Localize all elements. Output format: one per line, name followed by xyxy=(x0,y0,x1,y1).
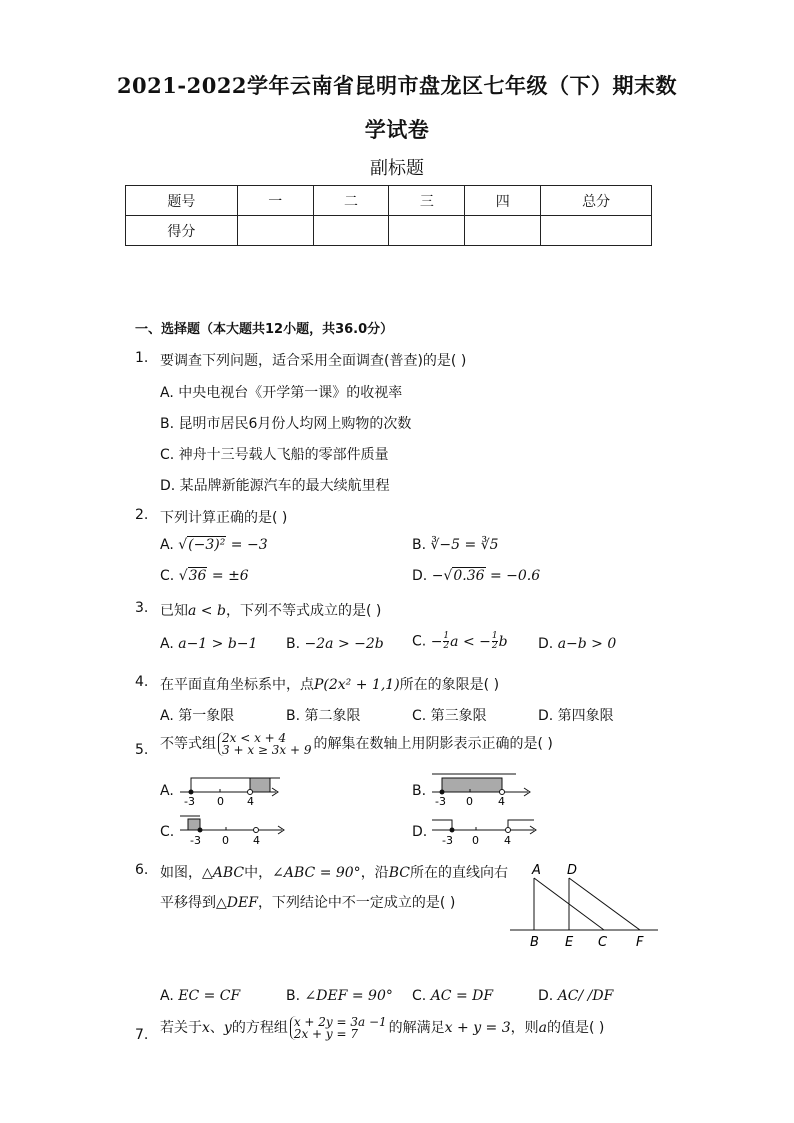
stem-text: 不等式组 xyxy=(160,736,216,752)
tick-label: -3 xyxy=(442,834,453,847)
q4-number: 4. xyxy=(135,674,149,690)
expr-rest: = −3 xyxy=(226,537,268,553)
inequality-system xyxy=(218,732,312,756)
expr-eq: = xyxy=(460,537,481,553)
tick-label: -3 xyxy=(184,795,195,808)
q4-option-a: A. 第一象限 xyxy=(160,708,235,724)
q6-triangle-figure xyxy=(508,858,664,950)
q6-option-a xyxy=(160,988,240,1004)
score-table-header-row xyxy=(126,186,652,216)
q2-number: 2. xyxy=(135,507,149,523)
q1-stem: 要调查下列问题，适合采用全面调查(普查)的是( ) xyxy=(160,353,467,369)
stem-text: 平移得到 xyxy=(160,895,216,911)
option-expr: ∠DEF = 90° xyxy=(304,988,393,1004)
score-row-label: 得分 xyxy=(126,216,238,246)
stem-text: ，则 xyxy=(510,1020,539,1036)
option-expr: EC = CF xyxy=(178,988,241,1004)
expr-part: a < − xyxy=(450,633,491,650)
stem-math: BC xyxy=(388,865,410,881)
system-line: 2x < x + 4 xyxy=(222,731,287,745)
stem-math: P(2x² + 1,1) xyxy=(314,677,400,693)
q3-option-d xyxy=(538,636,616,652)
option-expr: −2a > −2b xyxy=(304,636,384,652)
stem-text: ，下列结论中不一定成立的是( ) xyxy=(257,895,456,911)
score-header-cell: 题号 xyxy=(126,186,238,216)
q5-number: 5. xyxy=(135,742,149,758)
q4-option-d: D. 第四象限 xyxy=(538,708,614,724)
fraction-half xyxy=(492,632,498,651)
score-header-cell: 一 xyxy=(237,186,313,216)
stem-text: 、 xyxy=(209,1020,224,1036)
option-label: C. xyxy=(412,633,427,650)
q5-number-line-d xyxy=(428,812,538,850)
q4-option-b: B. 第二象限 xyxy=(286,708,361,724)
option-label: D. xyxy=(538,988,554,1004)
option-label: D. xyxy=(538,636,554,652)
stem-text: 所在的直线向右 xyxy=(409,865,508,881)
vertex-label-c: C xyxy=(598,935,608,950)
stem-math: x + y = 3 xyxy=(444,1020,511,1036)
q5-stem xyxy=(160,732,553,756)
stem-math: △ABC xyxy=(202,865,245,881)
tick-label: 0 xyxy=(222,834,229,847)
q5-option-a-label: A. xyxy=(160,783,174,799)
stem-math: a xyxy=(538,1020,548,1036)
numerator: 1 xyxy=(443,631,450,641)
stem-text: 的值是( ) xyxy=(547,1020,605,1036)
stem-text: 中， xyxy=(244,865,273,881)
score-cell xyxy=(465,216,541,246)
stem-text: ，下列不等式成立的是( ) xyxy=(225,603,382,619)
q1-option-b: B. 昆明市居民6月份人均网上购物的次数 xyxy=(160,416,412,432)
vertex-label-f: F xyxy=(636,935,644,950)
option-label: C. xyxy=(160,568,175,584)
stem-math: ∠ABC = 90° xyxy=(272,865,361,881)
q7-stem xyxy=(160,1016,604,1040)
q2-option-a: A. √(−3)² = −3 xyxy=(160,537,268,553)
q5-number-line-c xyxy=(176,812,286,850)
radicand: 36 xyxy=(188,568,207,584)
q1-number: 1. xyxy=(135,350,149,366)
score-table-score-row xyxy=(126,216,652,246)
expr-left: ∛−5 xyxy=(430,537,461,553)
stem-text: 如图， xyxy=(160,865,202,881)
stem-math: y xyxy=(223,1020,232,1036)
q7-number: 7. xyxy=(135,1027,149,1043)
page-title-line2: 学试卷 xyxy=(364,117,430,142)
stem-text: ，沿 xyxy=(360,865,389,881)
tick-label: 4 xyxy=(498,795,505,808)
q5-option-c-label: C. xyxy=(160,824,175,840)
numerator: 1 xyxy=(491,631,498,641)
stem-text: 的解满足 xyxy=(388,1020,445,1036)
q2-stem: 下列计算正确的是( ) xyxy=(160,510,288,526)
option-label: A. xyxy=(160,537,174,553)
vertex-label-a: A xyxy=(532,863,541,878)
q5-number-line-b xyxy=(428,770,538,808)
stem-text: 已知 xyxy=(160,603,188,619)
option-label: B. xyxy=(286,988,301,1004)
q6-number: 6. xyxy=(135,862,149,878)
score-header-cell: 三 xyxy=(389,186,465,216)
score-cell xyxy=(541,216,652,246)
q2-option-b xyxy=(412,537,499,553)
option-expr: AC/ /DF xyxy=(557,988,614,1004)
tick-label: 0 xyxy=(217,795,224,808)
score-table xyxy=(125,185,652,246)
stem-text: 所在的象限是( ) xyxy=(399,677,500,693)
denominator: 2 xyxy=(491,641,498,651)
system-line: x + 2y = 3a −1 xyxy=(293,1015,387,1029)
expr-part: − xyxy=(430,633,443,650)
q6-option-d xyxy=(538,988,613,1004)
score-header-cell: 二 xyxy=(313,186,389,216)
option-expr: AC = DF xyxy=(430,988,494,1004)
q3-option-a xyxy=(160,636,257,652)
tick-label: -3 xyxy=(435,795,446,808)
page-subtitle: 副标题 xyxy=(370,158,424,179)
q6-option-b xyxy=(286,988,393,1004)
tick-label: -3 xyxy=(190,834,201,847)
q5-option-d-label: D. xyxy=(412,824,428,840)
tick-label: 4 xyxy=(253,834,260,847)
q1-option-a: A. 中央电视台《开学第一课》的收视率 xyxy=(160,385,403,401)
vertex-label-d: D xyxy=(567,863,578,878)
score-header-cell: 四 xyxy=(465,186,541,216)
expr-part: b xyxy=(498,633,508,650)
q3-stem xyxy=(160,600,381,620)
score-cell xyxy=(313,216,389,246)
stem-math: a < b xyxy=(188,603,226,619)
q4-option-c: C. 第三象限 xyxy=(412,708,487,724)
option-label: B. xyxy=(286,636,301,652)
radicand: (−3)² xyxy=(188,537,226,553)
stem-text: 若关于 xyxy=(160,1020,202,1036)
tick-label: 4 xyxy=(247,795,254,808)
system-line: 2x + y = 7 xyxy=(293,1027,359,1041)
q4-stem xyxy=(160,674,499,694)
option-expr: a−b > 0 xyxy=(557,636,617,652)
tick-label: 4 xyxy=(504,834,511,847)
vertex-label-e: E xyxy=(565,935,574,950)
equation-system xyxy=(290,1016,387,1040)
option-label: C. xyxy=(412,988,427,1004)
tick-label: 0 xyxy=(466,795,473,808)
q5-number-line-a xyxy=(176,770,286,808)
vertex-label-b: B xyxy=(530,935,539,950)
q5-option-b-label: B. xyxy=(412,783,427,799)
stem-text: 在平面直角坐标系中，点 xyxy=(160,677,314,693)
score-cell xyxy=(389,216,465,246)
section-heading: 一、选择题（本大题共12小题，共36.0分） xyxy=(135,322,394,337)
stem-text: 的解集在数轴上用阴影表示正确的是( ) xyxy=(313,736,553,752)
stem-math: x xyxy=(202,1020,210,1036)
option-label: B. xyxy=(412,537,427,553)
option-label: A. xyxy=(160,988,174,1004)
q3-number: 3. xyxy=(135,600,149,616)
page-title-line1: 2021-2022学年云南省昆明市盘龙区七年级（下）期末数 xyxy=(116,73,678,98)
q3-option-c xyxy=(412,632,508,651)
option-expr: a−1 > b−1 xyxy=(178,636,258,652)
q1-option-c: C. 神舟十三号载人飞船的零部件质量 xyxy=(160,447,389,463)
stem-math: △DEF xyxy=(216,895,258,911)
system-line: 3 + x ≥ 3x + 9 xyxy=(222,743,312,757)
tick-label: 0 xyxy=(472,834,479,847)
q6-option-c xyxy=(412,988,493,1004)
q2-option-c: C. √36 = ±6 xyxy=(160,568,249,584)
fraction-half xyxy=(443,632,449,651)
q3-option-b xyxy=(286,636,384,652)
option-label: A. xyxy=(160,636,174,652)
q6-stem-line2 xyxy=(160,892,455,912)
score-header-cell: 总分 xyxy=(541,186,652,216)
score-cell xyxy=(237,216,313,246)
q2-option-d: D. −√0.36 = −0.6 xyxy=(412,568,541,584)
expr-pre: − xyxy=(431,568,444,584)
q1-option-d: D. 某品牌新能源汽车的最大续航里程 xyxy=(160,478,390,494)
option-label: D. xyxy=(412,568,428,584)
expr-rest: = −0.6 xyxy=(485,568,541,584)
radicand: 0.36 xyxy=(453,568,485,584)
expr-right: ∛5 xyxy=(480,537,499,553)
expr-rest: = ±6 xyxy=(207,568,249,584)
stem-text: 的方程组 xyxy=(231,1020,288,1036)
q6-stem-line1 xyxy=(160,862,508,882)
denominator: 2 xyxy=(443,641,450,651)
